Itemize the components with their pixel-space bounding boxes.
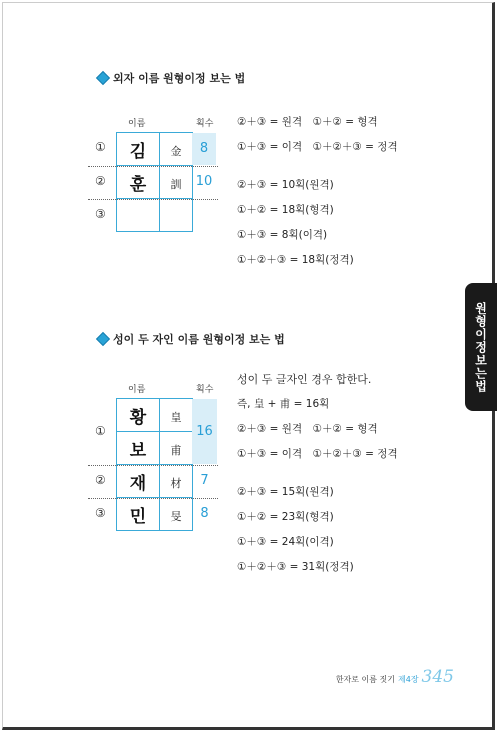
name-cell: 민: [117, 498, 160, 531]
formula-line: 즉, 皇 + 甫 = 16획: [237, 398, 330, 410]
formula-line: ②＋③ = 원격 ①＋② = 형격: [237, 423, 378, 435]
formula-line: ①＋② = 23획(형격): [237, 511, 334, 523]
formula-line: ②＋③ = 10획(원격): [237, 179, 334, 191]
formula-line: ①＋③ = 이격 ①＋②＋③ = 정격: [237, 448, 398, 460]
name-cell: 황: [117, 399, 160, 432]
row-number: ③: [95, 207, 106, 221]
hanja-cell: 甫: [160, 432, 193, 465]
section1-header-name: 이름: [128, 119, 146, 129]
chapter-side-tab: 원형이정보는법: [465, 283, 497, 411]
page-footer: [336, 667, 454, 687]
section2-header-name: 이름: [128, 385, 146, 395]
formula-line: ①＋③ = 24획(이격): [237, 536, 334, 548]
stroke-count: 7: [200, 473, 209, 488]
footer-book-title: 한자로 이름 짓기: [335, 675, 395, 684]
page-frame: [2, 2, 495, 730]
row-number: ①: [95, 424, 106, 438]
hanja-cell: 材: [160, 465, 193, 498]
row-divider: [88, 199, 218, 200]
formula-note: 성이 두 글자인 경우 합한다.: [237, 373, 372, 386]
row-divider: [88, 166, 218, 167]
formula-line: ①＋②＋③ = 31획(정격): [237, 561, 354, 573]
formula-line: ①＋③ = 8획(이격): [237, 229, 328, 241]
name-cell: 김: [117, 133, 160, 166]
name-cell: [117, 199, 160, 232]
row-number: ①: [95, 140, 106, 154]
formula-line: ①＋③ = 이격 ①＋②＋③ = 정격: [237, 141, 398, 153]
formula-line: ②＋③ = 원격 ①＋② = 형격: [237, 116, 378, 128]
section1-name-table: [116, 132, 193, 232]
stroke-count: 8: [200, 506, 209, 521]
section1-header-strokes: 획수: [196, 119, 214, 129]
hanja-cell: 訓: [160, 166, 193, 199]
formula-line: ①＋② = 18획(형격): [237, 204, 334, 216]
row-number: ③: [95, 506, 106, 520]
section1-title-text: 외자 이름 원형이정 보는 법: [113, 72, 246, 85]
name-cell: 보: [117, 432, 160, 465]
footer-chapter: 제4장: [398, 675, 419, 684]
hanja-cell: 旻: [160, 498, 193, 531]
formula-line: ②＋③ = 15획(원격): [237, 486, 334, 498]
merged-stroke-count: 16: [192, 399, 217, 464]
hanja-cell: 皇: [160, 399, 193, 432]
diamond-bullet-icon: [96, 332, 110, 346]
formula-line: ①＋②＋③ = 18획(정격): [237, 254, 354, 266]
page-number: 345: [421, 667, 454, 687]
hanja-cell: [160, 199, 193, 232]
row-number: ②: [95, 473, 106, 487]
row-number: ②: [95, 174, 106, 188]
stroke-count: 10: [195, 174, 213, 189]
row-divider: [88, 498, 218, 499]
diamond-bullet-icon: [96, 71, 110, 85]
stroke-count: 8: [192, 133, 216, 165]
section1-title: [98, 70, 245, 86]
row-divider: [88, 465, 218, 466]
name-cell: 훈: [117, 166, 160, 199]
section2-title: [98, 331, 285, 347]
section2-title-text: 성이 두 자인 이름 원형이정 보는 법: [113, 333, 285, 346]
hanja-cell: 金: [160, 133, 193, 166]
section2-header-strokes: 획수: [196, 385, 214, 395]
name-cell: 재: [117, 465, 160, 498]
